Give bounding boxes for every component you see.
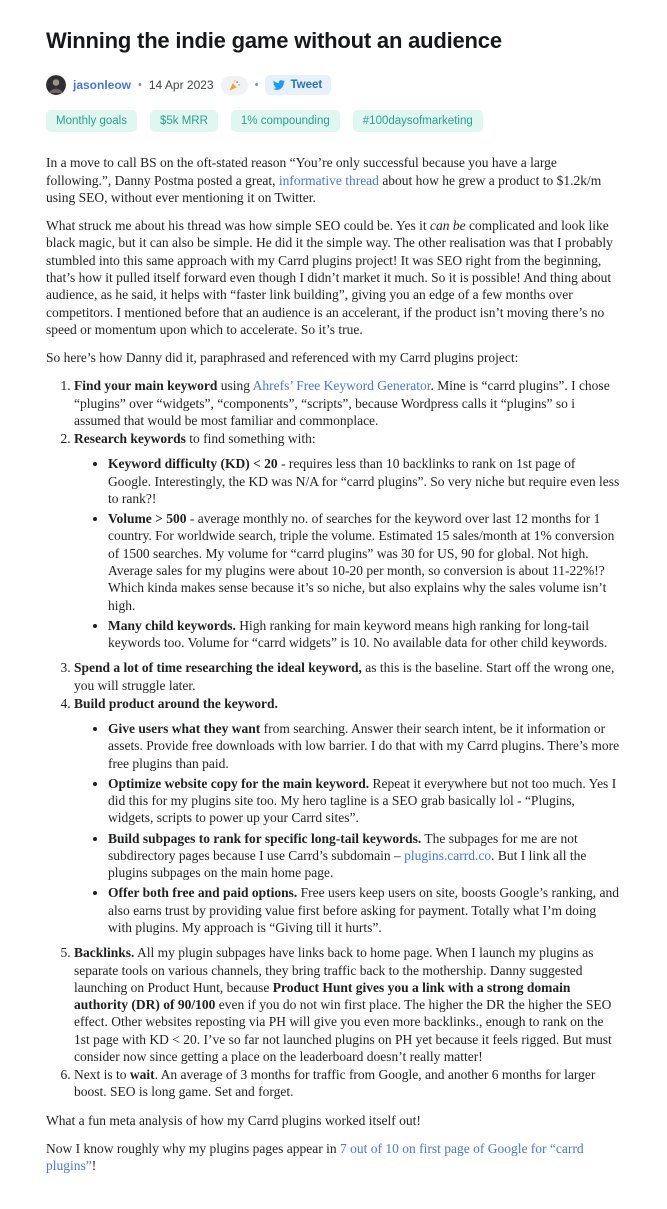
- paragraph: [46, 154, 621, 206]
- emoji-badge[interactable]: [221, 76, 248, 95]
- inline-link[interactable]: Ahrefs’ Free Keyword Generator: [252, 378, 431, 394]
- list-item: [74, 377, 621, 429]
- text-segment: Research keywords: [74, 431, 186, 447]
- text-segment: Next is to: [74, 1067, 130, 1083]
- text-segment: Now I know roughly why my plugins pages appear in: [46, 1140, 340, 1156]
- text-segment: as this is the baseline. Start off the wrong one, you will struggle later.: [74, 660, 615, 693]
- paragraph: [46, 1140, 621, 1175]
- text-segment: Repeat it everywhere but not too much. Yes I did this for my plugins site too. My hero tagline is a SEO grab basically lol - “Plugins, widgets, scripts to power up your Carrd sites”.: [108, 775, 617, 826]
- party-popper-icon: [228, 79, 241, 92]
- list-item: [74, 1066, 621, 1101]
- inline-link[interactable]: informative thread: [278, 172, 379, 188]
- sub-list-item: [108, 510, 621, 614]
- text-segment: complicated and look like black magic, but it can also be simple. He did it the simple way. The other realisation was that I probably stumbled into this same approach with my Carrd plugins project! It was SEO right from the beginning, that’s how it pulled itself forward even though I didn’t market it much. So it is possible! And thing about audience, as he said, it helps with “faster link building”, giving you an edge of a few months over competitors. I mentioned before that an audience is an accelerant, if the product isn’t moving there’s no speed or momentum upon which to accelerate. So it’s true.: [46, 218, 613, 337]
- post-date: 14 Apr 2023: [148, 78, 214, 93]
- sub-list-item: [108, 775, 621, 827]
- text-segment: Build subpages to rank for specific long-tail keywords.: [108, 830, 422, 846]
- sub-list-item: [108, 720, 621, 772]
- text-segment: What struck me about his thread was how simple SEO could be. Yes it: [46, 218, 430, 234]
- inline-link[interactable]: plugins.carrd.co: [404, 847, 492, 863]
- text-segment: about how he grew a product to $1.2k/m using SEO, without ever mentioning it on Twitter.: [46, 172, 602, 205]
- paragraph: [46, 349, 621, 366]
- text-segment: !: [91, 1158, 97, 1174]
- ordered-list: [46, 377, 621, 1100]
- text-segment: Volume > 500: [108, 511, 187, 527]
- text-segment: Optimize website copy for the main keyword.: [108, 775, 370, 791]
- text-segment: . Mine is “carrd plugins”. I chose “plugins” over “widgets”, “components”, “scripts”, because Wordpress calls it “plugins” so i assumed that would be most familiar and commonplace.: [74, 378, 610, 428]
- inline-link[interactable]: 7 out of 10 on first page of Google for “carrd plugins”: [46, 1140, 584, 1174]
- text-segment: to find something with:: [185, 431, 316, 447]
- text-segment: In a move to call BS on the oft-stated reason “You’re only successful because you have a large following.”, Danny Postma posted a great,: [46, 155, 557, 188]
- text-segment: Keyword difficulty (KD) < 20: [108, 456, 278, 472]
- text-segment: The subpages for me are not subdirectory pages because I use Carrd’s subdomain –: [108, 830, 578, 863]
- text-segment: Find your main keyword: [74, 378, 218, 394]
- author-link[interactable]: jasonleow: [73, 78, 132, 93]
- text-segment: Backlinks.: [74, 945, 135, 961]
- tag-badge[interactable]: 1% compounding: [231, 110, 340, 132]
- separator-dot: •: [138, 79, 142, 92]
- text-segment: What a fun meta analysis of how my Carrd plugins worked itself out!: [46, 1112, 421, 1128]
- avatar-photo: [46, 75, 66, 95]
- tag-badge[interactable]: $5k MRR: [150, 110, 218, 132]
- article-body: [46, 154, 621, 1174]
- sub-bullet-list: [74, 455, 621, 651]
- sub-list-item: [108, 455, 621, 507]
- byline: [46, 75, 621, 95]
- paragraph: [46, 217, 621, 338]
- sub-bullet-list: [74, 720, 621, 936]
- text-segment: . An average of 3 months for traffic from Google, and another 6 months for larger boost. SEO is long game. Set and forget.: [74, 1067, 596, 1100]
- list-item: [74, 695, 621, 936]
- tweet-label: Tweet: [290, 79, 323, 92]
- text-segment: High ranking for main keyword means high ranking for long-tail keywords too. Volume for “carrd widgets” is 10. No available data for other child keywords.: [108, 617, 608, 651]
- page-title: Winning the indie game without an audience: [46, 28, 502, 53]
- text-segment: Offer both free and paid options.: [108, 885, 298, 901]
- sub-list-item: [108, 884, 621, 936]
- tag-badge[interactable]: #100daysofmarketing: [353, 110, 483, 132]
- text-segment: Free users keep users on site, boosts Google’s ranking, and also earns trust by providing value first before asking for payment. Totally what I’m doing with plugins. My approach is “Giving till it hurts”.: [108, 885, 619, 936]
- text-segment: even if you do not win first place. The higher the DR the higher the SEO effect. Other websites reposting via PH will give you even more backlinks., enough to rank on the 1st page with KD < 20. I’ve so far not launched plugins on PH yet because it feels rigged. But must consider now since getting a place on the leaderboard doesn’t really matter!: [74, 997, 612, 1064]
- text-segment: Build product around the keyword.: [74, 695, 278, 711]
- separator-dot: •: [254, 79, 259, 92]
- text-segment: from searching. Answer their search intent, be it information or assets. Provide free downloads with low barrier. I do that with my Carrd plugins. There’s more free plugins than paid.: [108, 721, 620, 771]
- list-item: [74, 944, 621, 1065]
- text-segment: - average monthly no. of searches for the keyword over last 12 months for 1 country. For worldwide search, triple the volume. Estimated 15 sales/month at 1% conversion of 1500 searches. My volume for “carrd plugins” was 30 for US, 90 for global. Not high. Average sales for my plugins were about 10-20 per month, so conversion is about 11-22%!? Which kinda makes sense because it’s so niche, but also explains why the sales volume isn’t high.: [108, 511, 615, 613]
- text-segment: So here’s how Danny did it, paraphrased and referenced with my Carrd plugins project:: [46, 350, 519, 366]
- text-segment: Many child keywords.: [108, 617, 236, 633]
- text-segment: Spend a lot of time researching the ideal keyword,: [74, 660, 362, 676]
- paragraph: [46, 1112, 621, 1129]
- twitter-bird-icon: [273, 79, 285, 91]
- text-segment: wait: [129, 1067, 155, 1083]
- tweet-button[interactable]: [265, 75, 331, 95]
- sub-list-item: [108, 617, 621, 652]
- text-segment: . But I link all the plugins subpages on the main home page.: [108, 847, 587, 881]
- text-segment: can be: [429, 218, 466, 234]
- text-segment: Give users what they want: [108, 721, 261, 737]
- text-segment: Product Hunt gives you a link with a strong domain authority (DR) of 90/100: [74, 979, 571, 1013]
- text-segment: using: [217, 378, 253, 394]
- text-segment: All my plugin subpages have links back to home page. When I launch my plugins as separate tools on various channels, they bring traffic back to the mothership. Danny suggested launching on Product Hunt, because: [74, 945, 594, 995]
- avatar[interactable]: [46, 75, 66, 95]
- tag-list: [46, 110, 621, 132]
- tag-badge[interactable]: Monthly goals: [46, 110, 137, 132]
- list-item: [74, 430, 621, 651]
- sub-list-item: [108, 830, 621, 882]
- text-segment: - requires less than 10 backlinks to rank on 1st page of Google. Interestingly, the KD was N/A for “carrd plugins”. So very niche but require even less to rank?!: [108, 456, 620, 506]
- list-item: [74, 659, 621, 694]
